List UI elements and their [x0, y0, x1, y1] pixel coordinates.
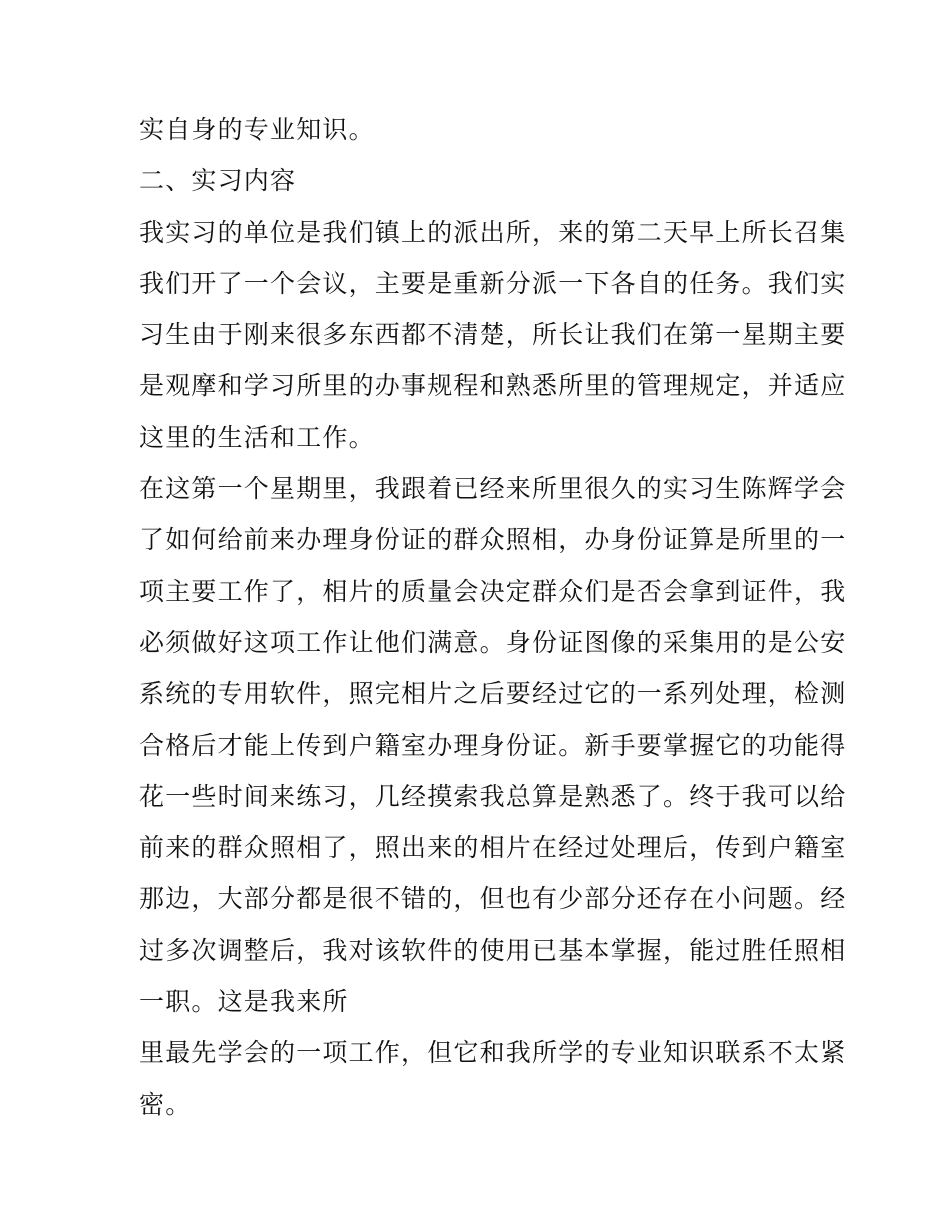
text-line: 系统的专用软件，照完相片之后要经过它的一系列处理，检测 [139, 679, 847, 709]
text-line: 一职。这是我来所 [139, 987, 349, 1017]
text-line: 我实习的单位是我们镇上的派出所，来的第二天早上所长召集 [139, 217, 847, 247]
text-line: 习生由于刚来很多东西都不清楚，所长让我们在第一星期主要 [139, 320, 847, 350]
text-line: 花一些时间来练习，几经摸索我总算是熟悉了。终于我可以给 [139, 781, 847, 811]
text-line: 必须做好这项工作让他们满意。身份证图像的采集用的是公安 [139, 627, 847, 657]
document-body [139, 104, 847, 1130]
text-line: 我们开了一个会议，主要是重新分派一下各自的任务。我们实 [139, 268, 847, 298]
section-heading: 二、实习内容 [139, 166, 297, 196]
text-line: 项主要工作了，相片的质量会决定群众们是否会拿到证件，我 [139, 576, 847, 606]
text-line: 是观摩和学习所里的办事规程和熟悉所里的管理规定，并适应 [139, 371, 847, 401]
text-line: 过多次调整后，我对该软件的使用已基本掌握，能过胜任照相 [139, 935, 847, 965]
text-line: 实自身的专业知识。 [139, 115, 375, 144]
text-line: 前来的群众照相了，照出来的相片在经过处理后，传到户籍室 [139, 833, 847, 863]
text-line: 这里的生活和工作。 [139, 422, 375, 452]
text-line: 里最先学会的一项工作，但它和我所学的专业知识联系不太紧 [139, 1038, 847, 1068]
text-line: 了如何给前来办理身份证的群众照相，办身份证算是所里的一 [139, 525, 847, 555]
text-line: 密。 [139, 1089, 192, 1119]
text-line: 在这第一个星期里，我跟着已经来所里很久的实习生陈辉学会 [139, 474, 847, 504]
text-line: 合格后才能上传到户籍室办理身份证。新手要掌握它的功能得 [139, 730, 847, 760]
text-line: 那边，大部分都是很不错的，但也有少部分还存在小问题。经 [139, 884, 847, 914]
